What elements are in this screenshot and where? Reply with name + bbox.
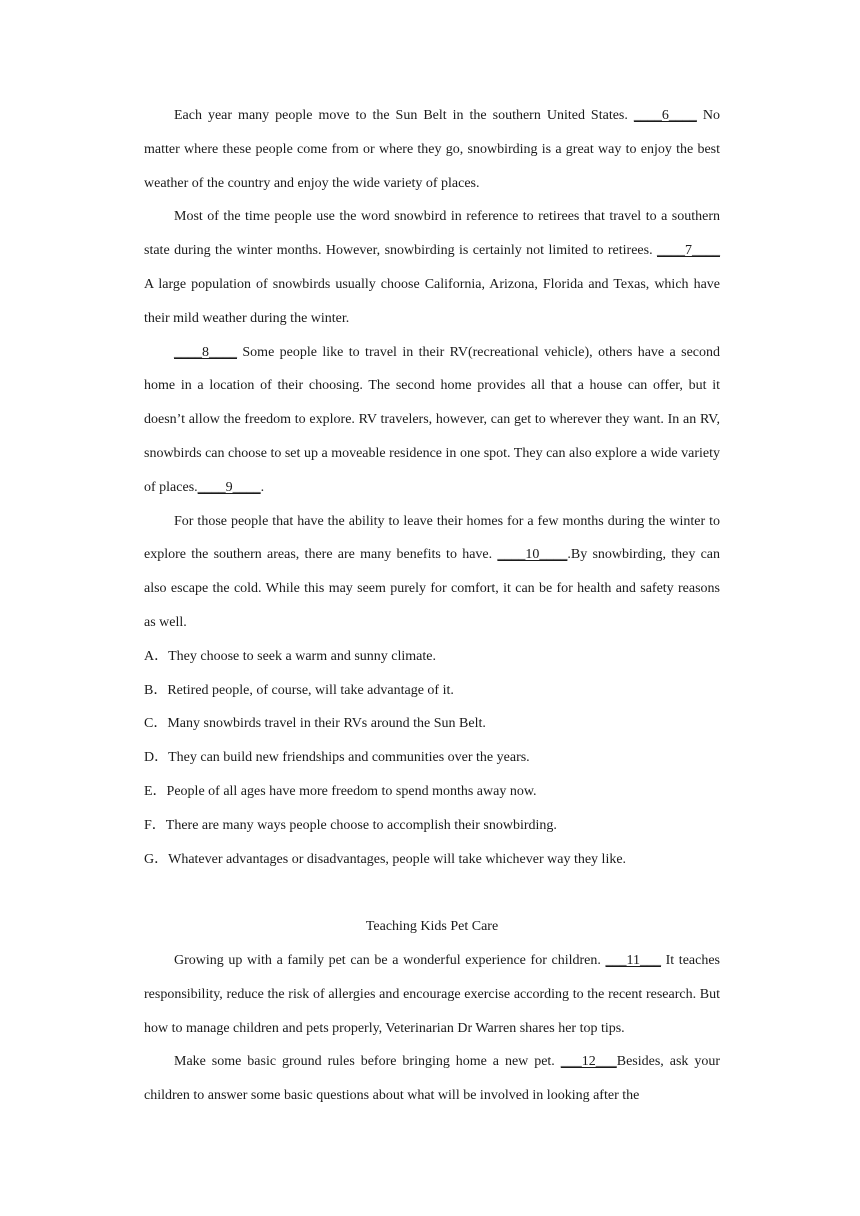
document-page xyxy=(144,99,720,1113)
paragraph xyxy=(144,1045,720,1113)
passage-title: Teaching Kids Pet Care xyxy=(365,919,499,935)
text: It teaches responsibility, reduce the risk of allergies and encourage exercise according to the recent research. But how to manage children and pets properly, Veterinarian Dr Warren shares her top tips. xyxy=(144,952,721,1036)
paragraph xyxy=(144,200,720,335)
text: Growing up with a family pet can be a wonderful experience for children. xyxy=(174,952,606,968)
text: For those people that have the ability to leave their homes for a few months during the winter to explore the southern areas, there are many benefits to have. xyxy=(144,513,720,563)
blank-11: ___11___ xyxy=(605,952,661,968)
text: Besides, ask your children to answer some basic questions about what will be involved in looking after the xyxy=(144,1054,720,1104)
spacer xyxy=(144,876,720,910)
text: .By snowbirding, they can also escape the cold. While this may seem purely for comfort, it can be for health and safety reasons as well. xyxy=(144,547,720,630)
blank-6: ____6____ xyxy=(633,108,697,123)
option-f: F．There are many ways people choose to accomplish their snowbirding. xyxy=(144,817,557,833)
blank-8: ____8____ xyxy=(174,344,237,360)
text: Each year many people move to the Sun Belt in the southern United States. xyxy=(174,108,634,123)
text: Most of the time people use the word snowbird in reference to retirees that travel to a southern state during the winter months. However, snowbirding is certainly not limited to retirees. xyxy=(144,209,720,259)
paragraph xyxy=(144,336,720,505)
option-g: G．Whatever advantages or disadvantages, people will take whichever way they like. xyxy=(144,851,627,867)
paragraph xyxy=(144,944,720,1045)
blank-10: ____10____ xyxy=(497,547,568,563)
text: No matter where these people come from or where they go, snowbirding is a great way to enjoy the best weather of the country and enjoy the wide variety of places. xyxy=(144,108,720,191)
option-e: E．People of all ages have more freedom to spend months away now. xyxy=(144,783,537,799)
option-c: C．Many snowbirds travel in their RVs around the Sun Belt. xyxy=(144,716,486,732)
option-b: B．Retired people, of course, will take advantage of it. xyxy=(144,682,454,698)
paragraph xyxy=(144,99,720,200)
blank-7: ____7____ xyxy=(657,243,720,259)
text: A large population of snowbirds usually choose California, Arizona, Florida and Texas, which have their mild weather during the winter. xyxy=(144,276,720,326)
option-d: D．They can build new friendships and communities over the years. xyxy=(144,750,530,766)
blank-12: ___12___ xyxy=(560,1054,617,1070)
paragraph xyxy=(144,505,720,640)
text: Make some basic ground rules before bringing home a new pet. xyxy=(174,1054,561,1070)
option-a: A．They choose to seek a warm and sunny climate. xyxy=(144,648,436,664)
text: Some people like to travel in their RV(recreational vehicle), others have a second home in a location of their choosing. The second home provides all that a house can offer, but it doesn’t allow the freedom to explore. RV travelers, however, can get to wherever they want. In an RV, snowbirds can choose to set up a moveable residence in one spot. They can also explore a wide variety of places. xyxy=(144,344,720,495)
blank-9: ____9____ xyxy=(197,479,261,495)
text: . xyxy=(260,479,265,495)
